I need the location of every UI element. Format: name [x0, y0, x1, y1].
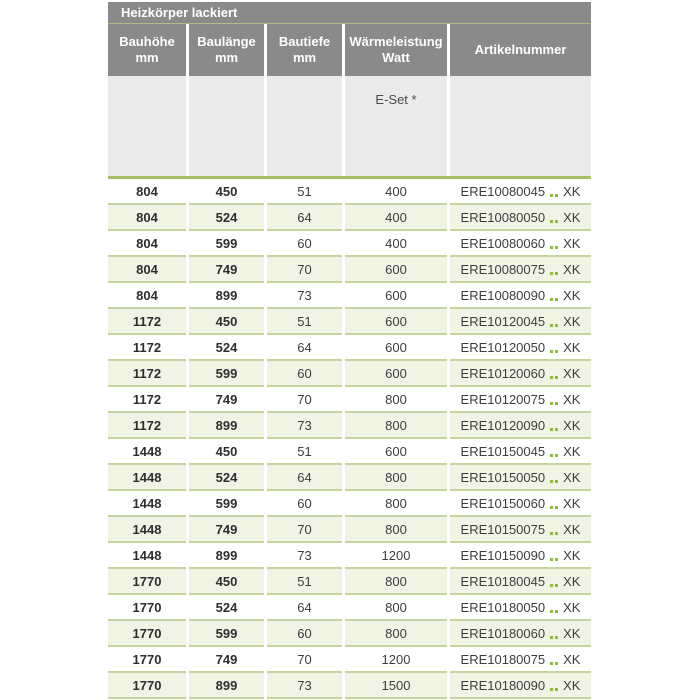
cell-artikelnummer — [450, 439, 591, 465]
column-unit: mm — [135, 50, 159, 65]
artikel-number: ERE10080090 — [460, 287, 546, 303]
cell-bautiefe: 64 — [267, 205, 342, 231]
cell-baulaenge: 899 — [189, 673, 264, 699]
cell-waermeleistung: 800 — [345, 387, 447, 413]
cell-baulaenge: 450 — [189, 309, 264, 335]
artikel-suffix: XK — [563, 651, 581, 667]
cell-bautiefe: 51 — [267, 179, 342, 205]
column-unit: Watt — [382, 50, 410, 65]
cell-baulaenge: 524 — [189, 205, 264, 231]
table-row — [108, 231, 591, 257]
subheader-cell-artikelnummer — [450, 76, 591, 176]
table-row — [108, 283, 591, 309]
cell-artikelnummer — [450, 257, 591, 283]
color-code-dot-icon — [550, 272, 553, 275]
artikel-number: ERE10080050 — [460, 209, 546, 225]
cell-artikelnummer — [450, 205, 591, 231]
color-code-dot-icon — [555, 662, 558, 665]
cell-artikelnummer — [450, 465, 591, 491]
color-code-dot-icon — [550, 506, 553, 509]
cell-bautiefe: 73 — [267, 413, 342, 439]
table-row — [108, 257, 591, 283]
artikel-number: ERE10150050 — [460, 469, 546, 485]
column-header-artikelnummer — [450, 24, 591, 76]
cell-bauhoehe: 804 — [108, 283, 186, 309]
cell-waermeleistung: 1500 — [345, 673, 447, 699]
column-unit: mm — [292, 50, 317, 65]
cell-bautiefe: 70 — [267, 517, 342, 543]
cell-bautiefe: 60 — [267, 231, 342, 257]
table-row — [108, 595, 591, 621]
cell-waermeleistung: 600 — [345, 283, 447, 309]
column-header-bauhoehe — [108, 24, 186, 76]
color-code-dot-icon — [555, 194, 558, 197]
cell-bautiefe: 60 — [267, 491, 342, 517]
artikel-number: ERE10120075 — [460, 391, 546, 407]
artikel-number: ERE10150090 — [460, 547, 546, 563]
cell-artikelnummer — [450, 309, 591, 335]
table-row — [108, 673, 591, 699]
cell-waermeleistung: 800 — [345, 517, 447, 543]
color-code-dot-icon — [550, 376, 553, 379]
cell-baulaenge: 524 — [189, 595, 264, 621]
cell-waermeleistung: 1200 — [345, 647, 447, 673]
color-code-dot-icon — [550, 298, 553, 301]
cell-waermeleistung: 800 — [345, 595, 447, 621]
color-code-dot-icon — [550, 454, 553, 457]
column-label: Bauhöhe — [119, 34, 175, 49]
artikel-suffix: XK — [563, 573, 581, 589]
column-header-bautiefe — [267, 24, 342, 76]
cell-bautiefe: 64 — [267, 335, 342, 361]
color-code-dot-icon — [555, 428, 558, 431]
artikel-suffix: XK — [563, 183, 581, 199]
subheader-cell-bautiefe — [267, 76, 342, 176]
cell-bautiefe: 73 — [267, 283, 342, 309]
cell-waermeleistung: 600 — [345, 335, 447, 361]
artikel-number: ERE10080075 — [460, 261, 546, 277]
table-row — [108, 335, 591, 361]
cell-artikelnummer — [450, 647, 591, 673]
artikel-suffix: XK — [563, 313, 581, 329]
artikel-number: ERE10120090 — [460, 417, 546, 433]
cell-baulaenge: 524 — [189, 335, 264, 361]
artikel-number: ERE10180075 — [460, 651, 546, 667]
cell-baulaenge: 599 — [189, 621, 264, 647]
color-code-dot-icon — [555, 324, 558, 327]
color-code-dot-icon — [550, 662, 553, 665]
cell-bauhoehe: 1448 — [108, 517, 186, 543]
cell-artikelnummer — [450, 595, 591, 621]
subheader-cell-baulaenge — [189, 76, 264, 176]
table-row — [108, 569, 591, 595]
table-row — [108, 413, 591, 439]
cell-baulaenge: 899 — [189, 413, 264, 439]
color-code-dot-icon — [555, 610, 558, 613]
column-unit: mm — [214, 50, 239, 65]
cell-waermeleistung: 800 — [345, 413, 447, 439]
table-row — [108, 465, 591, 491]
cell-artikelnummer — [450, 387, 591, 413]
color-code-dot-icon — [555, 558, 558, 561]
color-code-dot-icon — [555, 688, 558, 691]
color-code-dot-icon — [555, 298, 558, 301]
cell-baulaenge: 599 — [189, 491, 264, 517]
cell-bauhoehe: 1770 — [108, 673, 186, 699]
table-body — [108, 179, 591, 699]
table-row — [108, 491, 591, 517]
column-header-row — [108, 24, 591, 76]
artikel-number: ERE10120045 — [460, 313, 546, 329]
artikel-suffix: XK — [563, 209, 581, 225]
cell-baulaenge: 599 — [189, 231, 264, 257]
artikel-suffix: XK — [563, 495, 581, 511]
cell-bautiefe: 73 — [267, 673, 342, 699]
cell-bautiefe: 64 — [267, 465, 342, 491]
artikel-number: ERE10180045 — [460, 573, 546, 589]
column-header-baulaenge — [189, 24, 264, 76]
artikel-suffix: XK — [563, 599, 581, 615]
artikel-suffix: XK — [563, 521, 581, 537]
cell-waermeleistung: 600 — [345, 257, 447, 283]
column-label: Artikelnummer — [474, 42, 567, 57]
cell-artikelnummer — [450, 361, 591, 387]
cell-artikelnummer — [450, 543, 591, 569]
cell-baulaenge: 749 — [189, 387, 264, 413]
cell-baulaenge: 524 — [189, 465, 264, 491]
cell-artikelnummer — [450, 413, 591, 439]
cell-artikelnummer — [450, 231, 591, 257]
cell-bautiefe: 70 — [267, 387, 342, 413]
cell-bauhoehe: 804 — [108, 231, 186, 257]
color-code-dot-icon — [555, 636, 558, 639]
artikel-suffix: XK — [563, 287, 581, 303]
cell-bauhoehe: 1172 — [108, 309, 186, 335]
cell-artikelnummer — [450, 517, 591, 543]
color-code-dot-icon — [550, 220, 553, 223]
artikel-number: ERE10120060 — [460, 365, 546, 381]
cell-bauhoehe: 1770 — [108, 647, 186, 673]
cell-bauhoehe: 1172 — [108, 387, 186, 413]
color-code-dot-icon — [555, 584, 558, 587]
color-code-dot-icon — [555, 246, 558, 249]
color-code-dot-icon — [555, 402, 558, 405]
cell-artikelnummer — [450, 335, 591, 361]
cell-waermeleistung: 400 — [345, 205, 447, 231]
table-row — [108, 543, 591, 569]
cell-bauhoehe: 1448 — [108, 543, 186, 569]
cell-bauhoehe: 804 — [108, 257, 186, 283]
table-row — [108, 179, 591, 205]
column-label: Bautiefe — [278, 34, 331, 49]
cell-bauhoehe: 1172 — [108, 361, 186, 387]
cell-artikelnummer — [450, 621, 591, 647]
cell-bauhoehe: 804 — [108, 205, 186, 231]
cell-waermeleistung: 600 — [345, 439, 447, 465]
color-code-dot-icon — [555, 376, 558, 379]
color-code-dot-icon — [555, 480, 558, 483]
cell-bautiefe: 60 — [267, 621, 342, 647]
artikel-number: ERE10080060 — [460, 235, 546, 251]
artikel-suffix: XK — [563, 443, 581, 459]
table-row — [108, 517, 591, 543]
cell-waermeleistung: 800 — [345, 621, 447, 647]
artikel-suffix: XK — [563, 469, 581, 485]
artikel-number: ERE10180060 — [460, 625, 546, 641]
cell-waermeleistung: 800 — [345, 491, 447, 517]
cell-artikelnummer — [450, 673, 591, 699]
cell-bauhoehe: 1172 — [108, 413, 186, 439]
color-code-dot-icon — [550, 610, 553, 613]
cell-bautiefe: 60 — [267, 361, 342, 387]
color-code-dot-icon — [550, 350, 553, 353]
color-code-dot-icon — [555, 272, 558, 275]
cell-baulaenge: 749 — [189, 647, 264, 673]
cell-bauhoehe: 1448 — [108, 465, 186, 491]
color-code-dot-icon — [555, 454, 558, 457]
artikel-number: ERE10180050 — [460, 599, 546, 615]
cell-baulaenge: 450 — [189, 439, 264, 465]
artikel-suffix: XK — [563, 235, 581, 251]
color-code-dot-icon — [550, 324, 553, 327]
cell-baulaenge: 749 — [189, 517, 264, 543]
cell-bautiefe: 70 — [267, 647, 342, 673]
artikel-number: ERE10120050 — [460, 339, 546, 355]
cell-waermeleistung: 800 — [345, 569, 447, 595]
table-row — [108, 439, 591, 465]
cell-artikelnummer — [450, 283, 591, 309]
artikel-suffix: XK — [563, 417, 581, 433]
color-code-dot-icon — [550, 636, 553, 639]
cell-baulaenge: 450 — [189, 569, 264, 595]
color-code-dot-icon — [550, 402, 553, 405]
table-title: Heizkörper lackiert — [108, 2, 591, 24]
cell-bauhoehe: 804 — [108, 179, 186, 205]
artikel-number: ERE10150045 — [460, 443, 546, 459]
color-code-dot-icon — [550, 558, 553, 561]
color-code-dot-icon — [550, 480, 553, 483]
cell-bauhoehe: 1448 — [108, 439, 186, 465]
table-row — [108, 647, 591, 673]
table-row — [108, 205, 591, 231]
cell-bautiefe: 73 — [267, 543, 342, 569]
cell-waermeleistung: 600 — [345, 361, 447, 387]
artikel-number: ERE10150060 — [460, 495, 546, 511]
cell-waermeleistung: 800 — [345, 465, 447, 491]
table-row — [108, 361, 591, 387]
color-code-dot-icon — [550, 246, 553, 249]
cell-bautiefe: 51 — [267, 439, 342, 465]
table-row — [108, 387, 591, 413]
cell-baulaenge: 450 — [189, 179, 264, 205]
cell-waermeleistung: 400 — [345, 179, 447, 205]
subheader-cell-bauhoehe — [108, 76, 186, 176]
cell-bauhoehe: 1770 — [108, 569, 186, 595]
cell-artikelnummer — [450, 569, 591, 595]
heizkoerper-table — [108, 2, 591, 699]
eset-label: E-Set * — [375, 92, 417, 107]
cell-baulaenge: 599 — [189, 361, 264, 387]
cell-bautiefe: 51 — [267, 569, 342, 595]
color-code-dot-icon — [555, 506, 558, 509]
color-code-dot-icon — [550, 532, 553, 535]
cell-waermeleistung: 600 — [345, 309, 447, 335]
color-code-dot-icon — [550, 428, 553, 431]
color-code-dot-icon — [550, 194, 553, 197]
artikel-suffix: XK — [563, 547, 581, 563]
color-code-dot-icon — [555, 350, 558, 353]
column-header-waermeleistung — [345, 24, 447, 76]
cell-bautiefe: 51 — [267, 309, 342, 335]
cell-bauhoehe: 1770 — [108, 621, 186, 647]
cell-baulaenge: 749 — [189, 257, 264, 283]
cell-baulaenge: 899 — [189, 283, 264, 309]
artikel-suffix: XK — [563, 391, 581, 407]
subheader-cell-eset — [345, 76, 447, 176]
table-row — [108, 621, 591, 647]
color-code-dot-icon — [555, 220, 558, 223]
artikel-suffix: XK — [563, 625, 581, 641]
cell-artikelnummer — [450, 491, 591, 517]
cell-waermeleistung: 1200 — [345, 543, 447, 569]
artikel-suffix: XK — [563, 365, 581, 381]
artikel-suffix: XK — [563, 339, 581, 355]
artikel-suffix: XK — [563, 261, 581, 277]
cell-bautiefe: 70 — [267, 257, 342, 283]
color-code-dot-icon — [555, 532, 558, 535]
cell-bauhoehe: 1770 — [108, 595, 186, 621]
artikel-number: ERE10150075 — [460, 521, 546, 537]
color-code-dot-icon — [550, 584, 553, 587]
cell-bautiefe: 64 — [267, 595, 342, 621]
cell-baulaenge: 899 — [189, 543, 264, 569]
artikel-number: ERE10080045 — [460, 183, 546, 199]
color-code-dot-icon — [550, 688, 553, 691]
cell-artikelnummer — [450, 179, 591, 205]
cell-waermeleistung: 400 — [345, 231, 447, 257]
cell-bauhoehe: 1448 — [108, 491, 186, 517]
column-label: Baulänge — [197, 34, 256, 49]
artikel-number: ERE10180090 — [460, 677, 546, 693]
cell-bauhoehe: 1172 — [108, 335, 186, 361]
subheader-row — [108, 76, 591, 176]
artikel-suffix: XK — [563, 677, 581, 693]
column-label: Wärmeleistung — [349, 34, 443, 49]
table-row — [108, 309, 591, 335]
